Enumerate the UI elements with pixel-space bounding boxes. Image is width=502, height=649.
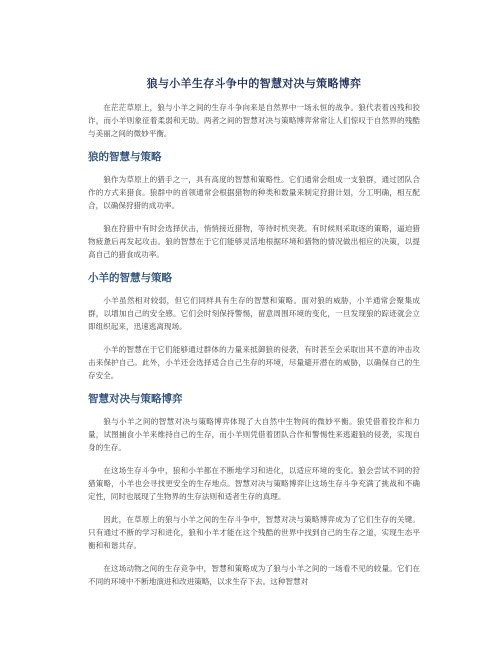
contest-paragraph-3: 因此，在草原上的狼与小羊之间的生存斗争中，智慧对决与策略博弈成为了它们生存的关键。只有通过不断的学习和进化，狼和小羊才能在这个残酷的世界中找到自己的生存之道，实现生态平衡和和谐共存。 [88, 515, 420, 550]
section-heading-contest: 智慧对决与策略博弈 [88, 393, 183, 405]
intro-paragraph: 在茫茫草原上，狼与小羊之间的生存斗争向来是自然界中一场永恒的战争。狼代表着凶残和狡诈，而小羊则象征着柔弱和无助。两者之间的智慧对决与策略博弈常常让人们惊叹于自然界的残酷与美丽之间的微妙平衡。 [88, 103, 420, 138]
contest-paragraph-1: 狼与小羊之间的智慧对决与策略博弈体现了大自然中生物间的微妙平衡。狼凭借着狡诈和力量，试图捕食小羊来维持自己的生存，而小羊则凭借着团队合作和警惕性来逃避狼的侵袭，实现自身的生存。 [88, 417, 420, 452]
wolf-paragraph-1: 狼作为草原上的猎手之一，具有高度的智慧和策略性。它们通常会组成一支狼群，通过团队合作的方式来猎食。狼群中的首领通常会根据猎物的种类和数量来制定狩猎计划，分工明确，相互配合，以确保狩猎的成功率。 [88, 175, 420, 210]
section-heading-wolf: 狼的智慧与策略 [88, 151, 162, 163]
contest-paragraph-2: 在这场生存斗争中，狼和小羊都在不断地学习和进化，以适应环境的变化。狼会尝试不同的狩猎策略，小羊也会寻找更安全的生存地点。智慧对决与策略博弈让这场生存斗争充满了挑战和不确定性，同时也展现了生物界的生存法则和适者生存的真理。 [88, 466, 420, 501]
lamb-paragraph-2: 小羊的智慧在于它们能够通过群体的力量来抵御狼的侵袭，有时甚至会采取出其不意的冲击攻击来保护自己。此外，小羊还会选择适合自己生存的环境，尽量避开潜在的威胁，以确保自己的生存安全。 [88, 345, 420, 380]
wolf-paragraph-2: 狼在狩猎中有时会选择伏击，悄悄接近猎物，等待时机突袭。有时候则采取逐的策略，逼迫猎物疲惫后再发起攻击。狼的智慧在于它们能够灵活地根据环境和猎物的情况做出相应的决策，以提高自己的猎食成功率。 [88, 224, 420, 259]
section-heading-lamb: 小羊的智慧与策略 [88, 272, 172, 284]
document-title: 狼与小羊生存斗争中的智慧对决与策略博弈 [146, 77, 362, 90]
lamb-paragraph-1: 小羊虽然相对较弱，但它们同样具有生存的智慧和策略。面对狼的威胁，小羊通常会聚集成群，以增加自己的安全感。它们会时刻保持警惕，留意周围环境的变化，一旦发现狼的踪迹就会立即组织起来，迅速逃离现场。 [88, 296, 420, 331]
contest-paragraph-4: 在这场动物之间的生存竞争中，智慧和策略成为了狼与小羊之间的一场看不见的较量。它们在不同的环境中不断地演进和改进策略，以求生存下去。这种智慧对 [88, 564, 420, 586]
